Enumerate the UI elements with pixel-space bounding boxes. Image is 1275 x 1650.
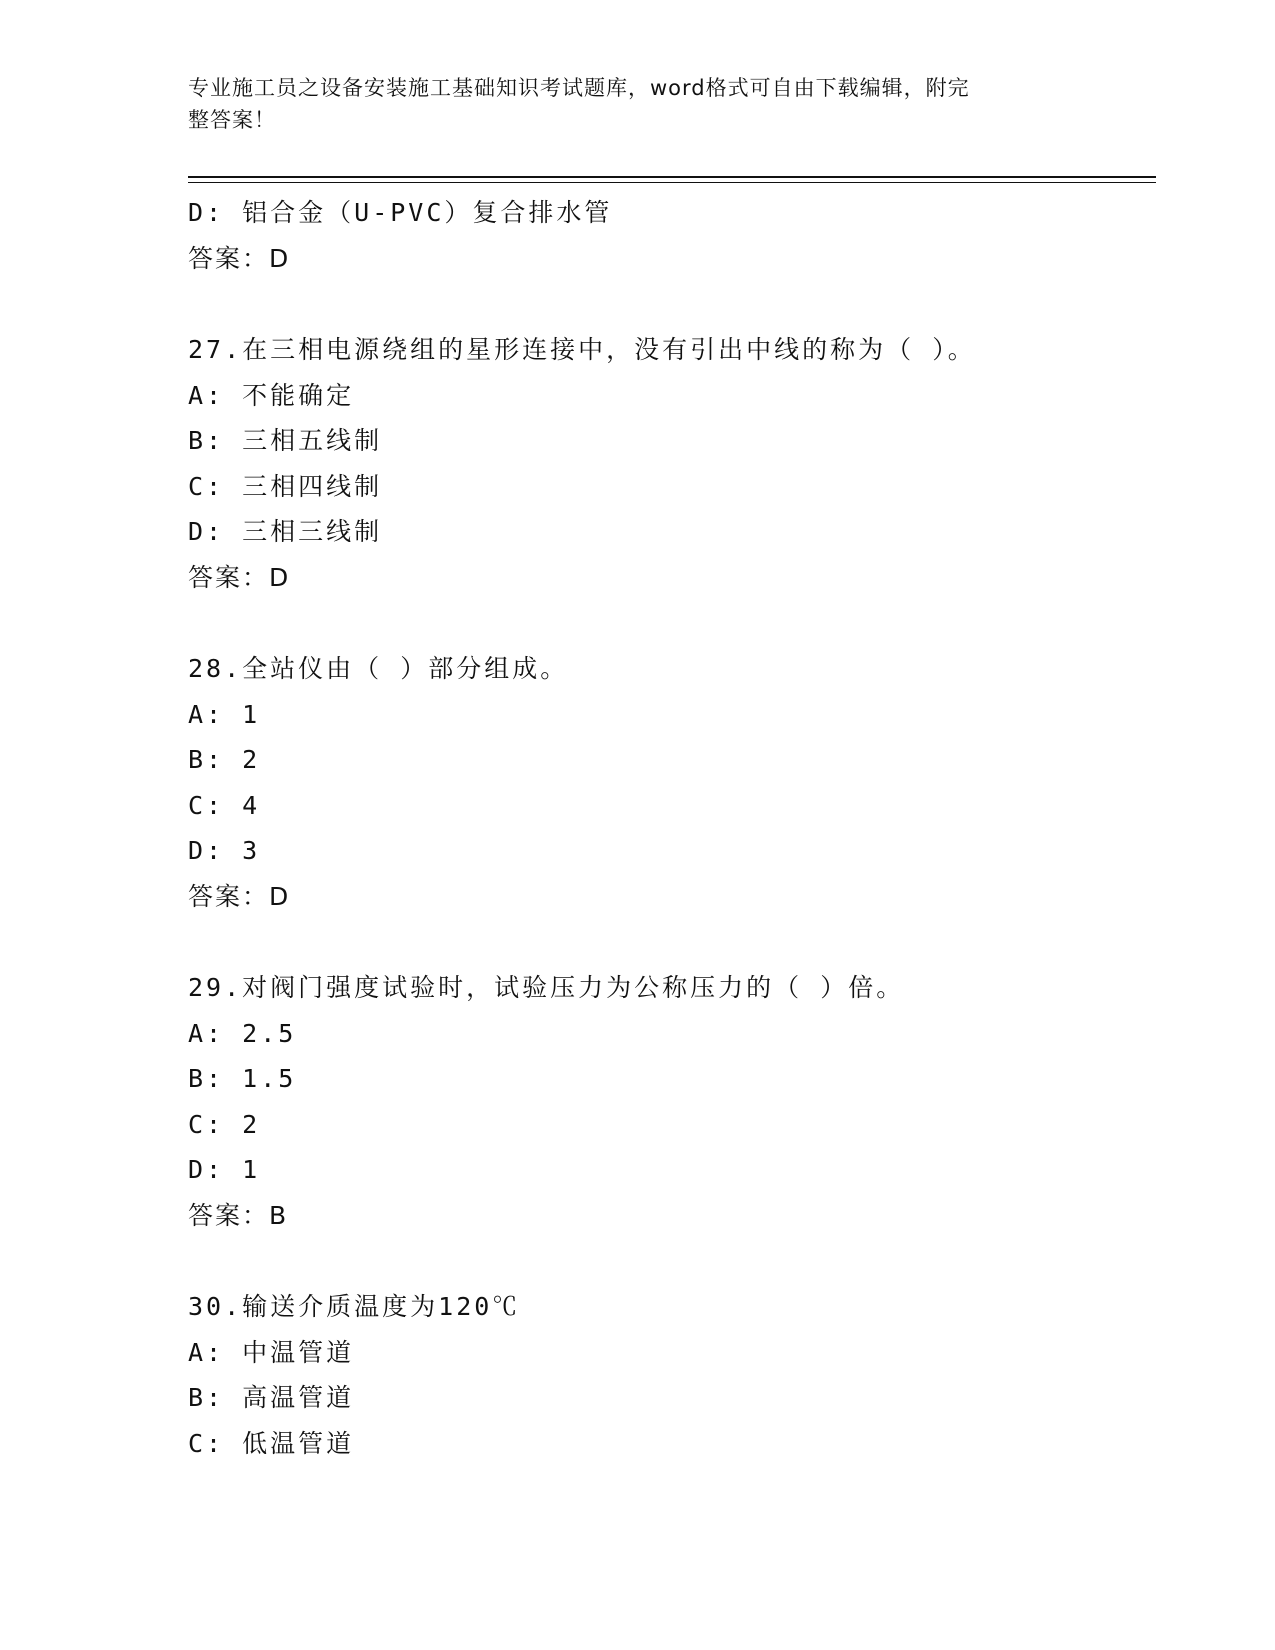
option-c: C: 低温管道 <box>188 1428 355 1458</box>
document-header <box>188 72 1068 136</box>
option-b: B: 2 <box>188 745 261 774</box>
question-28 <box>188 646 1156 919</box>
spacer <box>188 600 1156 646</box>
question-list <box>188 190 1156 1466</box>
question-stem: 30.输送介质温度为120℃ <box>188 1292 521 1321</box>
option-a: A: 2.5 <box>188 1018 297 1048</box>
spacer <box>188 281 1156 327</box>
question-27 <box>188 327 1156 600</box>
header-divider-thick <box>188 176 1156 178</box>
answer: 答案：D <box>188 562 291 592</box>
answer: 答案：D <box>188 881 291 911</box>
question-26-tail <box>188 190 1156 281</box>
question-30 <box>188 1284 1156 1466</box>
option-d: D: 3 <box>188 836 261 865</box>
question-stem: 29.对阀门强度试验时，试验压力为公称压力的（ ）倍。 <box>188 973 905 1002</box>
header-divider-thin <box>188 182 1156 183</box>
option-b: B: 高温管道 <box>188 1383 355 1412</box>
question-stem: 27.在三相电源绕组的星形连接中，没有引出中线的称为（ ）。 <box>188 335 976 364</box>
header-line-2: 整答案！ <box>188 108 276 132</box>
option-a: A: 中温管道 <box>188 1337 355 1367</box>
answer: 答案：B <box>188 1200 289 1230</box>
option-a: A: 1 <box>188 699 261 729</box>
option-d: D: 三相三线制 <box>188 517 383 546</box>
header-line-1: 专业施工员之设备安装施工基础知识考试题库，word格式可自由下载编辑，附完 <box>188 76 970 100</box>
spacer <box>188 919 1156 965</box>
question-29 <box>188 965 1156 1238</box>
option-b: B: 三相五线制 <box>188 426 383 455</box>
option-d: D: 铝合金（U-PVC）复合排水管 <box>188 198 613 227</box>
option-c: C: 2 <box>188 1109 261 1139</box>
answer: 答案：D <box>188 243 291 273</box>
option-a: A: 不能确定 <box>188 380 355 410</box>
question-stem: 28.全站仪由（ ）部分组成。 <box>188 654 569 683</box>
option-c: C: 4 <box>188 790 261 820</box>
spacer <box>188 1238 1156 1284</box>
option-b: B: 1.5 <box>188 1064 297 1093</box>
option-c: C: 三相四线制 <box>188 471 383 501</box>
option-d: D: 1 <box>188 1155 261 1184</box>
